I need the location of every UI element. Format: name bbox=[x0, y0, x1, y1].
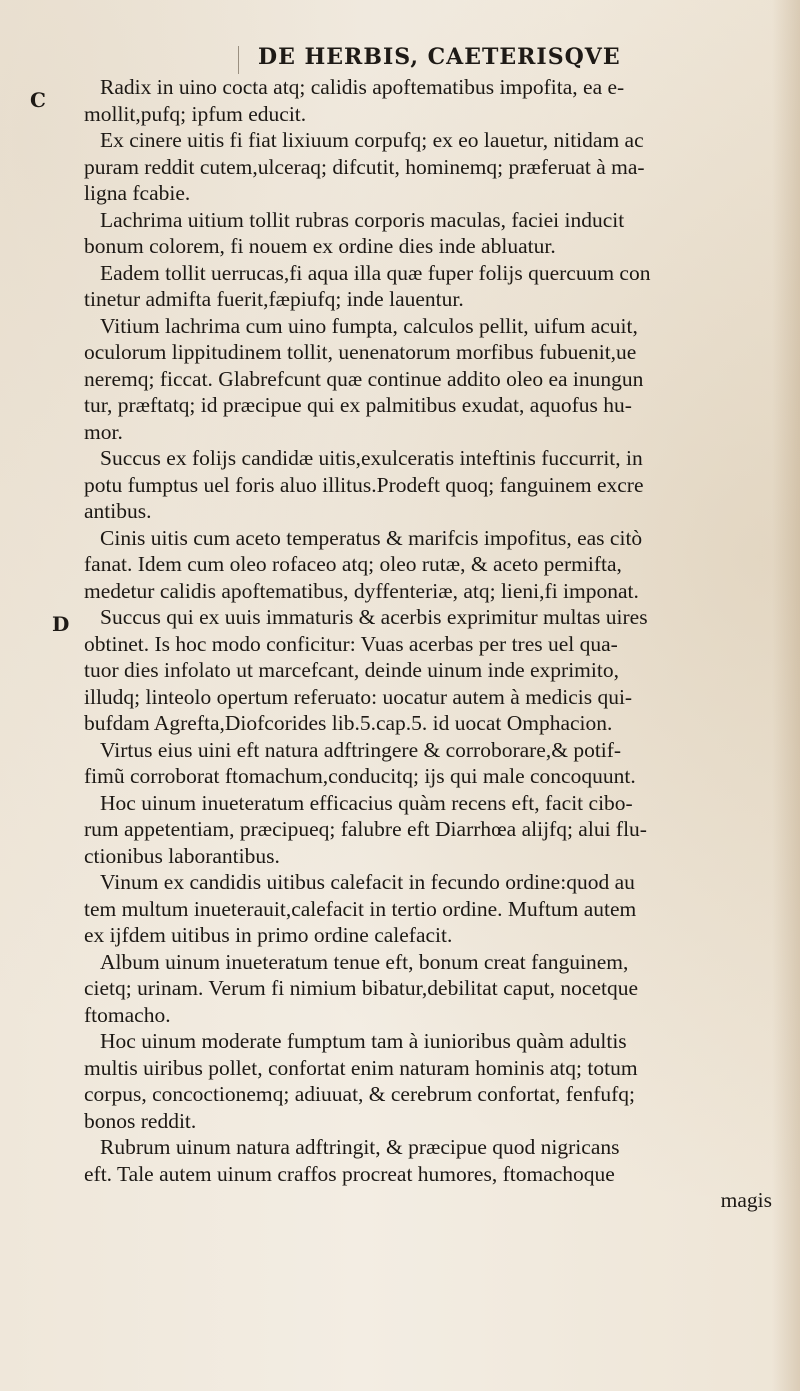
text-line: mor. bbox=[84, 419, 123, 444]
text-line: Eadem tollit uerrucas,fi aqua illa quæ fuper folijs quercuum con bbox=[100, 260, 651, 285]
body-text bbox=[84, 74, 774, 1214]
text-line: cietq; urinam. Verum fi nimium bibatur,debilitat caput, nocetque bbox=[84, 976, 639, 1000]
text-line: Virtus eius uini eft natura adftringere & corroborare,& potif- bbox=[100, 737, 622, 762]
text-line: tuor dies infolato ut marcefcant, deinde uinum inde exprimito, bbox=[84, 658, 619, 682]
text-line: mollit,pufq; ipfum educit. bbox=[84, 101, 307, 126]
running-header: DE HERBIS, CAETERISQVE bbox=[258, 44, 621, 70]
text-line: Rubrum uinum natura adftringit, & præcipue quod nigricans bbox=[100, 1135, 620, 1159]
text-line: rum appetentiam, præcipueq; falubre eft Diarrhœa alijfq; alui flu- bbox=[84, 817, 647, 841]
text-line: magis bbox=[720, 1188, 772, 1212]
text-line: fanat. Idem cum oleo rofaceo atq; oleo rutæ, & aceto permifta, bbox=[84, 552, 622, 576]
text-line: Succus qui ex uuis immaturis & acerbis exprimitur multas uires bbox=[100, 605, 648, 629]
text-line: corpus, concoctionemq; adiuuat, & cerebrum confortat, fenfufq; bbox=[84, 1082, 636, 1106]
text-line: ex ijfdem uitibus in primo ordine calefacit. bbox=[84, 923, 453, 947]
text-line: illudq; linteolo opertum referuato: uocatur autem à medicis qui- bbox=[84, 684, 633, 709]
text-line: bonos reddit. bbox=[84, 1108, 197, 1133]
text-line: obtinet. Is hoc modo conficitur: Vuas acerbas per tres uel qua- bbox=[84, 631, 618, 656]
text-line: medetur calidis apoftematibus, dyffenteriæ, atq; lieni,fi imponat. bbox=[84, 578, 639, 603]
text-line: Vinum ex candidis uitibus calefacit in fecundo ordine:quod au bbox=[100, 870, 635, 894]
text-line: oculorum lippitudinem tollit, uenenatorum morfibus fubuenit,ue bbox=[84, 340, 637, 364]
text-line: multis uiribus pollet, confortat enim naturam hominis atq; totum bbox=[84, 1055, 638, 1080]
text-line: ligna fcabie. bbox=[84, 181, 191, 205]
text-line: antibus. bbox=[84, 499, 152, 523]
page-edge-shadow bbox=[772, 0, 800, 1391]
margin-letter-d: D bbox=[52, 612, 70, 636]
text-line: fimũ corroborat ftomachum,conducitq; ijs qui male concoquunt. bbox=[84, 764, 636, 788]
text-line: Hoc uinum moderate fumptum tam à iunioribus quàm adultis bbox=[100, 1029, 627, 1053]
text-line: Ex cinere uitis fi fiat lixiuum corpufq; ex eo lauetur, nitidam ac bbox=[100, 128, 644, 152]
text-line: ctionibus laborantibus. bbox=[84, 843, 280, 868]
text-line: tur, præftatq; id præcipue qui ex palmitibus exudat, aquofus hu- bbox=[84, 393, 632, 417]
text-line: Hoc uinum inueteratum efficacius quàm recens eft, facit cibo- bbox=[100, 790, 633, 815]
text-line: ftomacho. bbox=[84, 1002, 171, 1027]
text-line: tem multum inueterauit,calefacit in tertio ordine. Muftum autem bbox=[84, 896, 637, 921]
text-line: Cinis uitis cum aceto temperatus & marifcis impofitus, eas citò bbox=[100, 525, 643, 550]
text-line: Radix in uino cocta atq; calidis apoftematibus impofita, ea e- bbox=[100, 75, 625, 99]
text-line: potu fumptus uel foris aluo illitus.Prodeft quoq; fanguinem excre bbox=[84, 472, 644, 497]
text-line: Succus ex folijs candidæ uitis,exulceratis inteftinis fuccurrit, in bbox=[100, 446, 643, 470]
text-line: bufdam Agrefta,Diofcorides lib.5.cap.5. id uocat Omphacion. bbox=[84, 711, 613, 735]
text-line: puram reddit cutem,ulceraq; difcutit, hominemq; præferuat à ma- bbox=[84, 154, 645, 179]
margin-letter-c: C bbox=[30, 88, 46, 112]
text-line: bonum colorem, fi nouem ex ordine dies inde abluatur. bbox=[84, 234, 556, 258]
text-line: Vitium lachrima cum uino fumpta, calculos pellit, uifum acuit, bbox=[100, 313, 638, 338]
text-line: Album uinum inueteratum tenue eft, bonum creat fanguinem, bbox=[100, 949, 629, 974]
text-line: neremq; ficcat. Glabrefcunt quæ continue addito oleo ea inungun bbox=[84, 366, 644, 391]
header-divider bbox=[238, 46, 239, 74]
text-line: tinetur admifta fuerit,fæpiufq; inde lauentur. bbox=[84, 287, 464, 311]
text-line: eft. Tale autem uinum craffos procreat humores, ftomachoque bbox=[84, 1161, 615, 1186]
text-line: Lachrima uitium tollit rubras corporis maculas, faciei inducit bbox=[100, 207, 625, 232]
